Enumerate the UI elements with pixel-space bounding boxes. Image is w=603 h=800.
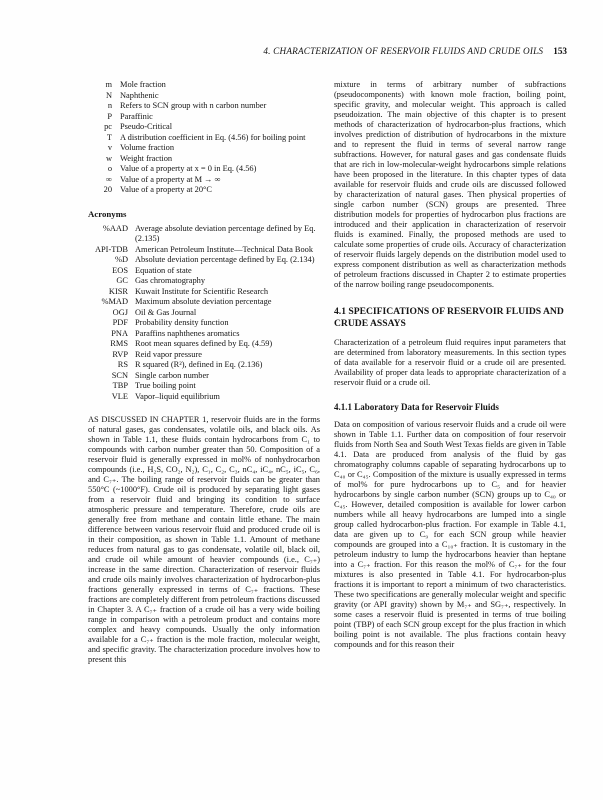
nomenclature-symbol: n xyxy=(107,101,112,110)
left-column xyxy=(88,80,320,665)
nomenclature-definition: Naphthenic xyxy=(120,90,159,100)
nomenclature-symbol: m xyxy=(105,80,112,89)
nomenclature-definition: A distribution coefficient in Eq. (4.56) for boiling point xyxy=(120,132,306,142)
nomenclature-symbol: T xyxy=(106,132,112,142)
acronym-definition: Paraffins naphthenes aromatics xyxy=(135,328,240,338)
nomenclature-definition: Paraffinic xyxy=(120,111,153,121)
chapter-title: 4. CHARACTERIZATION OF RESERVOIR FLUIDS AND CRUDE OILS xyxy=(263,46,544,56)
nomenclature-symbol: P xyxy=(107,111,112,121)
nomenclature-symbol: 20 xyxy=(103,185,112,194)
nomenclature-definition: Weight fraction xyxy=(120,153,173,163)
acronym-abbreviation: GC xyxy=(116,276,128,285)
acronym-item xyxy=(88,308,320,318)
acronym-abbreviation: EOS xyxy=(112,265,128,275)
section-4-1-1-paragraph: Data on composition of various reservoir fluids and a crude oil were shown in Table 1.1. Further data on composition of four reservoir fluids from North Sea and South West Texas fields are given in Table 4.1. Data are produced from analysis of the fluid by gas chromatography columns capable of separating hydrocarbons up to C₄₀ or C₄₅. Composition of the mixture is usually expressed in terms of mol% for pure hydrocarbons up to C₅ and for heavier hydrocarbons by single carbon number (SCN) groups up to C₄₀ or C₄₅. However, detailed composition is available for lower carbon numbers while all heavy hydrocarbons are lumped into a single group called hydrocarbon-plus fraction. For example in Table 4.1, data are given up to C₉ for each SCN group while heavier compounds are grouped into a C₁₀₊ fraction. It is customary in the petroleum industry to lump the hydrocarbons heavier than heptane into a C₇₊ fraction. For this reason the mol% of C₇₊ for the four mixtures is also presented in Table 4.1. For hydrocarbon-plus fractions it is important to report a minimum of two characteristics. These two specifications are generally molecular weight and specific gravity (or API gravity) shown by M₇₊ and SG₇₊, respectively. In some cases a reservoir fluid is presented in terms of true boiling point (TBP) of each SCN group except for the plus fraction in which boiling point is not available. The plus fractions contain heavy compounds and for this reason their xyxy=(334,420,566,649)
acronym-abbreviation: KISR xyxy=(108,286,128,296)
acronym-item xyxy=(88,297,320,307)
acronym-definition: Maximum absolute deviation percentage xyxy=(135,297,272,306)
nomenclature-item xyxy=(88,164,320,174)
acronym-item xyxy=(88,392,320,402)
acronym-abbreviation: %MAD xyxy=(101,297,128,306)
acronym-definition: Oil & Gas Journal xyxy=(135,307,197,317)
nomenclature-item xyxy=(88,154,320,164)
nomenclature-item xyxy=(88,101,320,111)
acronym-item xyxy=(88,371,320,381)
nomenclature-definition: Value of a property at 20°C xyxy=(120,185,212,194)
nomenclature-item xyxy=(88,185,320,195)
acronym-item xyxy=(88,255,320,265)
nomenclature-definition: Pseudo-Critical xyxy=(120,122,173,131)
nomenclature-item xyxy=(88,91,320,101)
acronym-abbreviation: RVP xyxy=(112,349,128,359)
acronym-abbreviation: RMS xyxy=(110,339,128,348)
acronym-abbreviation: %D xyxy=(114,255,128,264)
acronym-item xyxy=(88,245,320,255)
acronym-abbreviation: RS xyxy=(117,360,128,369)
nomenclature-item xyxy=(88,112,320,122)
acronym-item xyxy=(88,339,320,349)
nomenclature-item xyxy=(88,143,320,153)
acronym-definition: Single carbon number xyxy=(135,370,209,380)
acronym-abbreviation: TBP xyxy=(112,381,128,390)
acronym-definition: Gas chromatography xyxy=(135,276,206,285)
nomenclature-list xyxy=(88,80,320,195)
acronym-item xyxy=(88,360,320,370)
nomenclature-item xyxy=(88,175,320,185)
nomenclature-item xyxy=(88,122,320,132)
right-column xyxy=(334,80,566,665)
acronym-abbreviation: SCN xyxy=(111,370,128,380)
acronyms-heading: Acronyms xyxy=(88,209,127,219)
section-4-1-heading: 4.1 SPECIFICATIONS OF RESERVOIR FLUIDS AND CRUDE ASSAYS xyxy=(334,306,564,329)
acronym-definition: Average absolute deviation percentage defined by Eq. (2.135) xyxy=(135,224,316,243)
nomenclature-symbol: N xyxy=(105,90,112,100)
acronym-definition: Root mean squares defined by Eq. (4.59) xyxy=(135,339,273,348)
acronym-definition: Probability density function xyxy=(135,318,229,327)
nomenclature-definition: Value of a property at M → ∞ xyxy=(120,174,221,184)
nomenclature-symbol: pc xyxy=(104,122,112,131)
nomenclature-item xyxy=(88,80,320,90)
nomenclature-symbol: w xyxy=(105,153,112,163)
running-head xyxy=(88,46,567,56)
acronym-abbreviation: PDF xyxy=(112,318,128,327)
two-column-layout xyxy=(88,80,567,665)
page-number: 153 xyxy=(553,46,567,56)
acronym-definition: True boiling point xyxy=(135,381,196,390)
section-4-1-1-heading: 4.1.1 Laboratory Data for Reservoir Fluids xyxy=(334,402,499,412)
acronym-item xyxy=(88,276,320,286)
section-4-1-paragraph: Characterization of a petroleum fluid requires input parameters that are determined from laboratory measurements. In this section types of data available for a reservoir fluid or a crude oil are presented. Availability of proper data leads to appropriate characterization of a reservoir fluid or a crude oil. xyxy=(334,338,566,387)
nomenclature-symbol: v xyxy=(107,143,112,152)
acronym-item xyxy=(88,287,320,297)
acronym-item xyxy=(88,350,320,360)
acronym-item xyxy=(88,224,320,244)
acronym-definition: Absolute deviation percentage defined by Eq. (2.134) xyxy=(135,255,315,264)
acronym-abbreviation: OGJ xyxy=(112,307,128,317)
acronym-item xyxy=(88,318,320,328)
intro-paragraph-right: mixture in terms of arbitrary number of subfractions (pseudocomponents) with known mole fraction, boiling point, specific gravity, and molecular weight. This approach is called pseudoization. The main objective of this chapter is to present methods of characterization of hydrocarbon-plus fractions, which involves prediction of distribution of hydrocarbons in the mixture and to represent the fluid in terms of several narrow range subfractions. However, for natural gases and gas condensate fluids that are rich in low-molecular-weight hydrocarbons simple relations have been proposed in the literature. In this chapter types of data available for reservoir fluids and crude oils are discussed followed by characterization of natural gases. Then physical properties of single carbon number (SCN) groups are presented. Three distribution models for properties of hydrocarbon plus fractions are introduced and their application in characterization of reservoir fluids is examined. Finally, the proposed methods are used to calculate some properties of crude oils. Accuracy of characterization of reservoir fluids largely depends on the distribution model used to express component distribution as well as characterization methods of petroleum fractions discussed in Chapter 2 to estimate properties of the narrow boiling range pseudocomponents. xyxy=(334,80,566,289)
acronym-abbreviation: VLE xyxy=(111,391,128,401)
nomenclature-symbol: ∞ xyxy=(106,174,112,184)
acronym-definition: Equation of state xyxy=(135,265,192,275)
acronym-abbreviation: PNA xyxy=(111,328,128,338)
acronyms-list xyxy=(88,224,320,402)
acronym-definition: Vapor–liquid equilibrium xyxy=(135,391,220,401)
nomenclature-definition: Value of a property at x = 0 in Eq. (4.56) xyxy=(120,164,257,173)
acronym-abbreviation: %AAD xyxy=(102,224,128,233)
acronym-item xyxy=(88,381,320,391)
nomenclature-definition: Refers to SCN group with n carbon number xyxy=(120,101,267,110)
nomenclature-item xyxy=(88,133,320,143)
acronym-abbreviation: API-TDB xyxy=(94,244,128,254)
acronym-definition: Reid vapor pressure xyxy=(135,349,202,359)
acronym-definition: Kuwait Institute for Scientific Research xyxy=(135,286,269,296)
intro-paragraph-left: AS DISCUSSED IN CHAPTER 1, reservoir fluids are in the forms of natural gases, gas condensates, volatile oils, and black oils. As shown in Table 1.1, these fluids contain hydrocarbons from C₁ to compounds with carbon number greater than 50. Composition of a reservoir fluid is generally expressed in mol% of nonhydrocarbon compounds (i.e., H₂S, CO₂, N₂), C₁, C₂, C₃, nC₄, iC₄, nC₅, iC₅, C₆, and C₇₊. The boiling range of reservoir fluids can be greater than 550°C (~1000°F). Crude oil is produced by separating light gases from a reservoir fluid and bringing its condition to surface atmospheric pressure and temperature. Therefore, crude oils are generally free from methane and contain little ethane. The main difference between various reservoir fluid and produced crude oil is in their composition, as shown in Table 1.1. Amount of methane reduces from natural gas to gas condensate, volatile oil, black oil, and crude oil while amount of heavier compounds (i.e., C₇₊) increase in the same direction. Characterization of reservoir fluids and crude oils mainly involves characterization of hydrocarbon-plus fractions generally expressed in terms of C₇₊ fractions. These fractions are completely different from petroleum fractions discussed in Chapter 3. A C₇₊ fraction of a crude oil has a very wide boiling range in comparison with a petroleum product and contains more complex and heavy compounds. Usually the only information available for a C₇₊ fraction is the mole fraction, molecular weight, and specific gravity. The characterization procedure involves how to present this xyxy=(88,414,320,664)
acronym-definition: R squared (R²), defined in Eq. (2.136) xyxy=(135,360,263,369)
nomenclature-definition: Volume fraction xyxy=(120,143,175,152)
acronym-definition: American Petroleum Institute—Technical Data Book xyxy=(135,244,314,254)
nomenclature-symbol: o xyxy=(107,164,112,173)
acronym-item xyxy=(88,329,320,339)
nomenclature-definition: Mole fraction xyxy=(120,80,166,89)
acronym-item xyxy=(88,266,320,276)
